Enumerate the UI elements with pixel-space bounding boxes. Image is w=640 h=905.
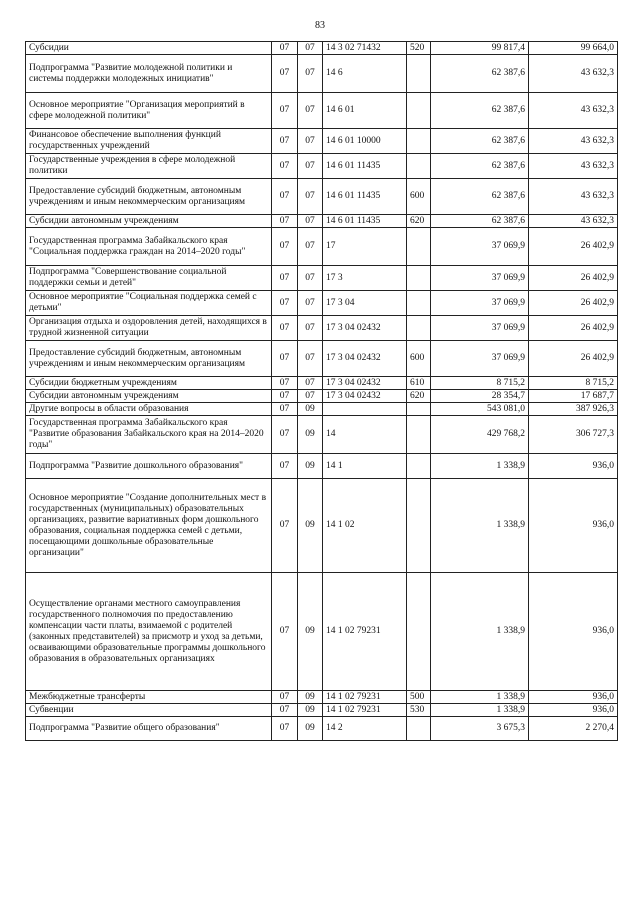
cell-name: Другие вопросы в области образования (26, 403, 272, 416)
cell-target-article: 17 3 04 02432 (323, 377, 407, 390)
cell-name: Основное мероприятие "Социальная поддержка семей с детьми" (26, 291, 272, 316)
cell-subsection: 07 (298, 377, 323, 390)
table-row (26, 479, 618, 573)
cell-amount-2: 2 270,4 (529, 717, 618, 741)
table-row (26, 55, 618, 93)
cell-expense-type: 500 (407, 691, 431, 704)
cell-subsection: 09 (298, 691, 323, 704)
cell-subsection: 07 (298, 291, 323, 316)
cell-name: Государственные учреждения в сфере молодежной политики (26, 154, 272, 179)
cell-target-article: 14 6 01 10000 (323, 129, 407, 154)
cell-amount-2: 99 664,0 (529, 42, 618, 55)
cell-name: Государственная программа Забайкальского края "Социальная поддержка граждан на 2014–2020 годы" (26, 228, 272, 266)
cell-name: Предоставление субсидий бюджетным, автономным учреждениям и иным некоммерческим организациям (26, 341, 272, 377)
cell-subsection: 07 (298, 154, 323, 179)
cell-name: Субсидии (26, 42, 272, 55)
cell-name: Основное мероприятие "Организация мероприятий в сфере молодежной политики" (26, 93, 272, 129)
cell-section: 07 (272, 179, 298, 215)
cell-name: Государственная программа Забайкальского края "Развитие образования Забайкальского края на 2014–2020 годы" (26, 416, 272, 454)
cell-section: 07 (272, 416, 298, 454)
cell-expense-type: 530 (407, 704, 431, 717)
cell-section: 07 (272, 341, 298, 377)
cell-section: 07 (272, 403, 298, 416)
cell-subsection: 07 (298, 316, 323, 341)
cell-amount-2: 43 632,3 (529, 215, 618, 228)
cell-name: Подпрограмма "Развитие дошкольного образования" (26, 454, 272, 479)
cell-amount-1: 37 069,9 (431, 341, 529, 377)
cell-amount-1: 62 387,6 (431, 93, 529, 129)
cell-amount-1: 99 817,4 (431, 42, 529, 55)
cell-section: 07 (272, 55, 298, 93)
cell-amount-1: 543 081,0 (431, 403, 529, 416)
cell-expense-type (407, 454, 431, 479)
cell-subsection: 07 (298, 228, 323, 266)
table-row (26, 573, 618, 691)
table-row (26, 403, 618, 416)
cell-name: Межбюджетные трансферты (26, 691, 272, 704)
cell-target-article: 14 1 02 79231 (323, 704, 407, 717)
table-row (26, 42, 618, 55)
cell-subsection: 09 (298, 454, 323, 479)
cell-amount-1: 37 069,9 (431, 291, 529, 316)
cell-amount-2: 17 687,7 (529, 390, 618, 403)
cell-section: 07 (272, 704, 298, 717)
cell-name: Финансовое обеспечение выполнения функций государственных учреждений (26, 129, 272, 154)
cell-expense-type: 520 (407, 42, 431, 55)
cell-subsection: 09 (298, 704, 323, 717)
table-row (26, 454, 618, 479)
cell-amount-2: 936,0 (529, 479, 618, 573)
cell-section: 07 (272, 454, 298, 479)
cell-amount-1: 62 387,6 (431, 55, 529, 93)
table-row (26, 704, 618, 717)
table-row (26, 129, 618, 154)
cell-name: Субвенции (26, 704, 272, 717)
cell-amount-2: 26 402,9 (529, 291, 618, 316)
cell-expense-type (407, 573, 431, 691)
cell-target-article: 14 6 01 11435 (323, 154, 407, 179)
cell-subsection: 07 (298, 215, 323, 228)
cell-name: Подпрограмма "Совершенствование социальной поддержки семьи и детей" (26, 266, 272, 291)
cell-target-article: 14 3 02 71432 (323, 42, 407, 55)
cell-amount-1: 37 069,9 (431, 228, 529, 266)
table-row (26, 416, 618, 454)
cell-target-article: 14 2 (323, 717, 407, 741)
cell-section: 07 (272, 717, 298, 741)
cell-name: Субсидии бюджетным учреждениям (26, 377, 272, 390)
cell-amount-1: 1 338,9 (431, 573, 529, 691)
cell-subsection: 09 (298, 479, 323, 573)
cell-subsection: 07 (298, 266, 323, 291)
cell-expense-type (407, 93, 431, 129)
cell-section: 07 (272, 390, 298, 403)
cell-amount-1: 1 338,9 (431, 704, 529, 717)
cell-target-article: 17 3 04 02432 (323, 316, 407, 341)
cell-expense-type (407, 416, 431, 454)
cell-subsection: 07 (298, 93, 323, 129)
table-row (26, 377, 618, 390)
page-number: 83 (315, 20, 325, 31)
cell-expense-type (407, 479, 431, 573)
cell-target-article: 14 1 02 (323, 479, 407, 573)
cell-amount-2: 43 632,3 (529, 55, 618, 93)
cell-name: Подпрограмма "Развитие общего образования" (26, 717, 272, 741)
cell-target-article: 17 3 04 (323, 291, 407, 316)
cell-amount-2: 43 632,3 (529, 179, 618, 215)
cell-subsection: 09 (298, 416, 323, 454)
table-row (26, 717, 618, 741)
table-row (26, 291, 618, 316)
cell-target-article: 14 6 01 11435 (323, 215, 407, 228)
cell-amount-1: 429 768,2 (431, 416, 529, 454)
cell-amount-2: 936,0 (529, 454, 618, 479)
cell-amount-2: 26 402,9 (529, 228, 618, 266)
cell-section: 07 (272, 154, 298, 179)
cell-amount-2: 387 926,3 (529, 403, 618, 416)
cell-subsection: 07 (298, 42, 323, 55)
cell-target-article: 14 6 01 (323, 93, 407, 129)
table-row (26, 341, 618, 377)
cell-target-article: 14 1 02 79231 (323, 691, 407, 704)
cell-amount-2: 936,0 (529, 704, 618, 717)
table-row (26, 316, 618, 341)
budget-table (25, 41, 618, 741)
cell-target-article: 14 6 (323, 55, 407, 93)
cell-target-article: 17 3 (323, 266, 407, 291)
cell-amount-2: 26 402,9 (529, 266, 618, 291)
cell-amount-1: 62 387,6 (431, 129, 529, 154)
cell-subsection: 07 (298, 129, 323, 154)
table-row (26, 93, 618, 129)
cell-section: 07 (272, 129, 298, 154)
cell-expense-type (407, 403, 431, 416)
cell-expense-type: 620 (407, 390, 431, 403)
cell-target-article (323, 403, 407, 416)
cell-expense-type (407, 129, 431, 154)
cell-target-article: 17 3 04 02432 (323, 341, 407, 377)
cell-section: 07 (272, 316, 298, 341)
table-row (26, 266, 618, 291)
cell-expense-type (407, 228, 431, 266)
cell-subsection: 09 (298, 573, 323, 691)
cell-expense-type (407, 266, 431, 291)
cell-expense-type: 600 (407, 341, 431, 377)
cell-name: Предоставление субсидий бюджетным, автономным учреждениям и иным некоммерческим организациям (26, 179, 272, 215)
cell-expense-type: 610 (407, 377, 431, 390)
cell-amount-2: 8 715,2 (529, 377, 618, 390)
cell-subsection: 09 (298, 403, 323, 416)
cell-target-article: 17 3 04 02432 (323, 390, 407, 403)
cell-amount-2: 936,0 (529, 691, 618, 704)
cell-amount-2: 43 632,3 (529, 129, 618, 154)
cell-name: Организация отдыха и оздоровления детей, находящихся в трудной жизненной ситуации (26, 316, 272, 341)
cell-amount-2: 936,0 (529, 573, 618, 691)
cell-name: Субсидии автономным учреждениям (26, 215, 272, 228)
cell-amount-2: 306 727,3 (529, 416, 618, 454)
cell-subsection: 07 (298, 179, 323, 215)
table-row (26, 154, 618, 179)
cell-name: Основное мероприятие "Создание дополнительных мест в государственных (муниципальных) образовательных организациях, развитие вариативных форм дошкольного образования, социальная поддержка семей с детьми, посещающими дошкольные образовательные организации" (26, 479, 272, 573)
cell-section: 07 (272, 42, 298, 55)
cell-section: 07 (272, 573, 298, 691)
cell-expense-type (407, 717, 431, 741)
cell-section: 07 (272, 691, 298, 704)
cell-amount-1: 28 354,7 (431, 390, 529, 403)
cell-section: 07 (272, 377, 298, 390)
cell-expense-type (407, 55, 431, 93)
cell-target-article: 14 1 (323, 454, 407, 479)
table-row (26, 228, 618, 266)
cell-section: 07 (272, 291, 298, 316)
cell-amount-1: 1 338,9 (431, 691, 529, 704)
cell-name: Субсидии автономным учреждениям (26, 390, 272, 403)
cell-amount-1: 3 675,3 (431, 717, 529, 741)
cell-subsection: 07 (298, 390, 323, 403)
cell-section: 07 (272, 228, 298, 266)
cell-expense-type (407, 154, 431, 179)
cell-amount-1: 62 387,6 (431, 215, 529, 228)
table-row (26, 390, 618, 403)
cell-section: 07 (272, 215, 298, 228)
cell-amount-2: 26 402,9 (529, 341, 618, 377)
cell-section: 07 (272, 479, 298, 573)
table-row (26, 179, 618, 215)
cell-subsection: 07 (298, 341, 323, 377)
cell-amount-2: 26 402,9 (529, 316, 618, 341)
cell-amount-1: 1 338,9 (431, 454, 529, 479)
cell-target-article: 14 1 02 79231 (323, 573, 407, 691)
cell-target-article: 14 6 01 11435 (323, 179, 407, 215)
cell-amount-2: 43 632,3 (529, 93, 618, 129)
cell-subsection: 09 (298, 717, 323, 741)
cell-target-article: 17 (323, 228, 407, 266)
cell-expense-type: 620 (407, 215, 431, 228)
table-row (26, 691, 618, 704)
cell-section: 07 (272, 266, 298, 291)
cell-expense-type (407, 291, 431, 316)
cell-amount-1: 62 387,6 (431, 179, 529, 215)
cell-name: Подпрограмма "Развитие молодежной политики и системы поддержки молодежных инициатив" (26, 55, 272, 93)
table-row (26, 215, 618, 228)
cell-amount-2: 43 632,3 (529, 154, 618, 179)
cell-section: 07 (272, 93, 298, 129)
cell-amount-1: 8 715,2 (431, 377, 529, 390)
cell-expense-type (407, 316, 431, 341)
cell-amount-1: 62 387,6 (431, 154, 529, 179)
cell-amount-1: 37 069,9 (431, 266, 529, 291)
cell-amount-1: 1 338,9 (431, 479, 529, 573)
cell-name: Осуществление органами местного самоуправления государственного полномочия по предоставлению компенсации части платы, взимаемой с родителей (законных представителей) за присмотр и уход за детьми, осваивающими образовательные программы дошкольного образования в образовательных организациях (26, 573, 272, 691)
cell-amount-1: 37 069,9 (431, 316, 529, 341)
cell-expense-type: 600 (407, 179, 431, 215)
cell-subsection: 07 (298, 55, 323, 93)
cell-target-article: 14 (323, 416, 407, 454)
